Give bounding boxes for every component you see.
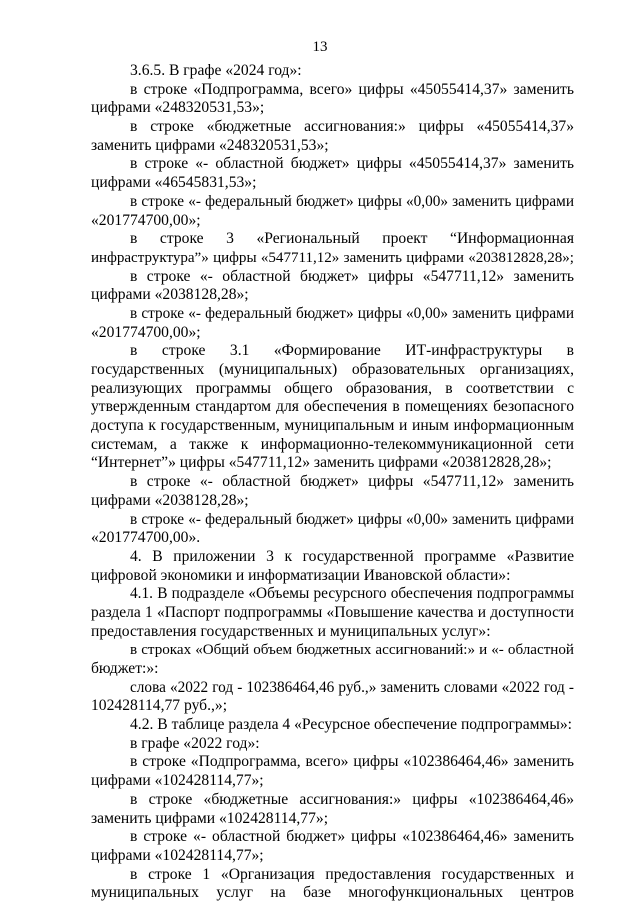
text-line: в строках «Общий объем бюджетных ассигнований:» и «- областной	[130, 642, 574, 659]
text-line: системам, а также к информационно-телекоммуникационной сети	[91, 435, 574, 453]
text-line: цифрами «46545831,53»;	[91, 174, 257, 192]
text-line: инфраструктура”» цифры «547711,12» заменить цифрами «203812828,28»;	[91, 249, 574, 266]
text-line: в строке «- федеральный бюджет» цифры «0,00» заменить цифрами	[130, 510, 574, 528]
text-line: в строке 3.1 «Формирование ИТ-инфраструктуры в	[130, 342, 574, 360]
text-line: 3.6.5. В графе «2024 год»:	[130, 62, 302, 79]
text-line: в графе «2022 год»:	[130, 734, 260, 752]
text-line: «201774700,00».	[91, 529, 201, 547]
text-line: цифрами «102428114,77»;	[91, 846, 264, 864]
text-line: в строке «бюджетные ассигнования:» цифры «45055414,37»	[130, 118, 574, 136]
text-line: в строке «- федеральный бюджет» цифры «0,00» заменить цифрами	[130, 192, 574, 210]
text-line: цифрами «102428114,77»;	[91, 772, 264, 790]
text-line: раздела 1 «Паспорт подпрограммы «Повышение качества и доступности	[91, 603, 574, 621]
text-line: в строке 3 «Региональный проект “Информационная	[130, 230, 574, 248]
text-line: цифровой экономики и информатизации Ивановской области»:	[91, 566, 511, 584]
text-line: цифрами «2038128,28»;	[91, 491, 249, 509]
text-line: в строке «Подпрограмма, всего» цифры «45055414,37» заменить	[130, 80, 574, 98]
text-line: в строке «- областной бюджет» цифры «45055414,37» заменить	[130, 155, 574, 173]
text-line: в строке 1 «Организация предоставления государственных и	[130, 865, 574, 883]
text-line: в строке «бюджетные ассигнования:» цифры «102386464,46»	[130, 790, 574, 808]
document-body	[91, 62, 574, 903]
text-line: 4.1. В подразделе «Объемы ресурсного обеспечения подпрограммы	[130, 585, 574, 603]
text-line: в строке «Подпрограмма, всего» цифры «102386464,46» заменить	[130, 753, 574, 771]
text-line: бюджет:»:	[91, 660, 159, 677]
text-line: “Интернет”» цифры «547711,12» заменить цифрами «203812828,28»;	[91, 454, 552, 472]
text-line: предоставления государственных и муниципальных услуг»:	[91, 622, 491, 640]
text-line: в строке «- федеральный бюджет» цифры «0,00» заменить цифрами	[130, 304, 574, 322]
text-line: цифрами «248320531,53»;	[91, 99, 265, 117]
text-line: государственных (муниципальных) образовательных организациях,	[91, 361, 574, 378]
text-line: утвержденным стандартом для обеспечения в помещениях безопасного	[91, 398, 574, 416]
text-line: доступа к государственным, муниципальным и иным информационным	[91, 417, 574, 435]
text-line: «201774700,00»;	[91, 323, 201, 341]
text-line: 102428114,77 руб.,»;	[91, 697, 228, 715]
text-line: в строке «- областной бюджет» цифры «102386464,46» заменить	[130, 828, 574, 846]
text-line: «201774700,00»;	[91, 211, 201, 229]
text-line: в строке «- областной бюджет» цифры «547711,12» заменить	[130, 473, 574, 491]
page-number: 13	[312, 39, 328, 55]
text-line: муниципальных услуг на базе многофункциональных центров	[91, 884, 574, 902]
text-line: реализующих программы общего образования, в соответствии с	[91, 379, 574, 397]
text-line: 4.2. В таблице раздела 4 «Ресурсное обеспечение подпрограммы»:	[130, 716, 572, 734]
text-line: заменить цифрами «248320531,53»;	[91, 136, 329, 154]
text-line: заменить цифрами «102428114,77»;	[91, 809, 329, 827]
text-line: цифрами «2038128,28»;	[91, 286, 249, 304]
text-line: 4. В приложении 3 к государственной программе «Развитие	[130, 547, 574, 565]
text-line: слова «2022 год - 102386464,46 руб.,» заменить словами «2022 год -	[130, 678, 574, 696]
text-line: в строке «- областной бюджет» цифры «547711,12» заменить	[130, 267, 574, 285]
